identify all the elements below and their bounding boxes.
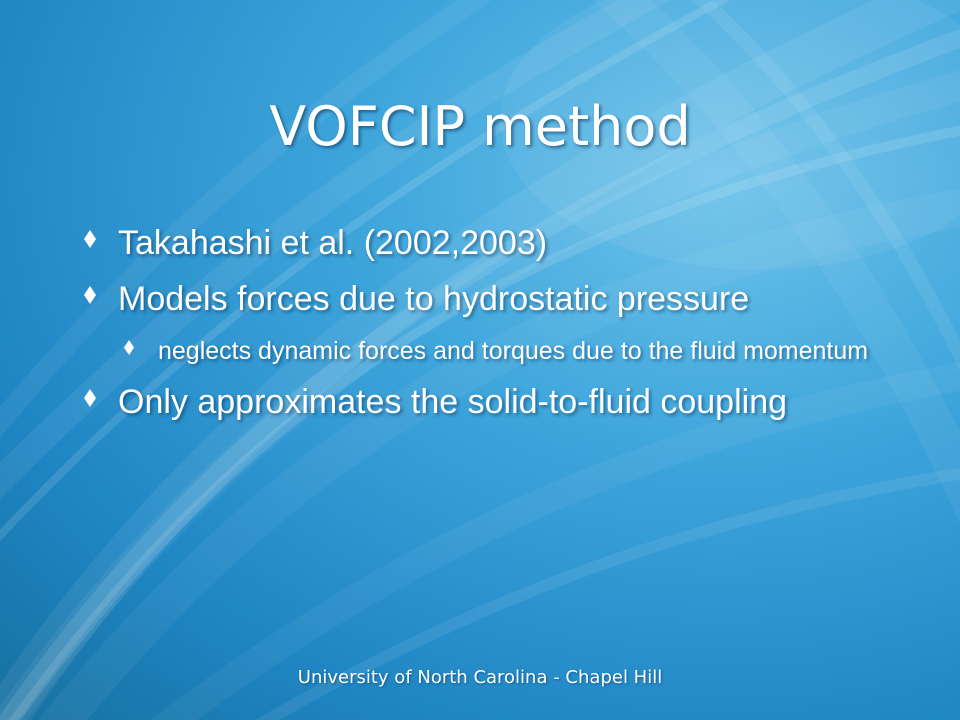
bullet-text: Takahashi et al. (2002,2003) xyxy=(118,224,548,262)
bullet-text: Models forces due to hydrostatic pressure xyxy=(118,280,750,318)
bullet-item xyxy=(84,222,874,265)
slide-title: VOFCIP method xyxy=(269,95,691,158)
sub-bullet-text: neglects dynamic forces and torques due to the fluid momentum xyxy=(158,337,869,365)
sub-bullet-item xyxy=(84,334,874,368)
bullet-text: Only approximates the solid-to-fluid coupling xyxy=(118,383,788,421)
bullet-item xyxy=(84,278,874,321)
diamond-bullet-icon xyxy=(124,340,134,355)
bullet-item xyxy=(84,381,874,424)
diamond-bullet-icon xyxy=(84,286,96,304)
slide-footer: University of North Carolina - Chapel Hill xyxy=(297,667,663,688)
diamond-bullet-icon xyxy=(84,389,96,407)
bullet-list xyxy=(84,222,874,437)
diamond-bullet-icon xyxy=(84,230,96,248)
